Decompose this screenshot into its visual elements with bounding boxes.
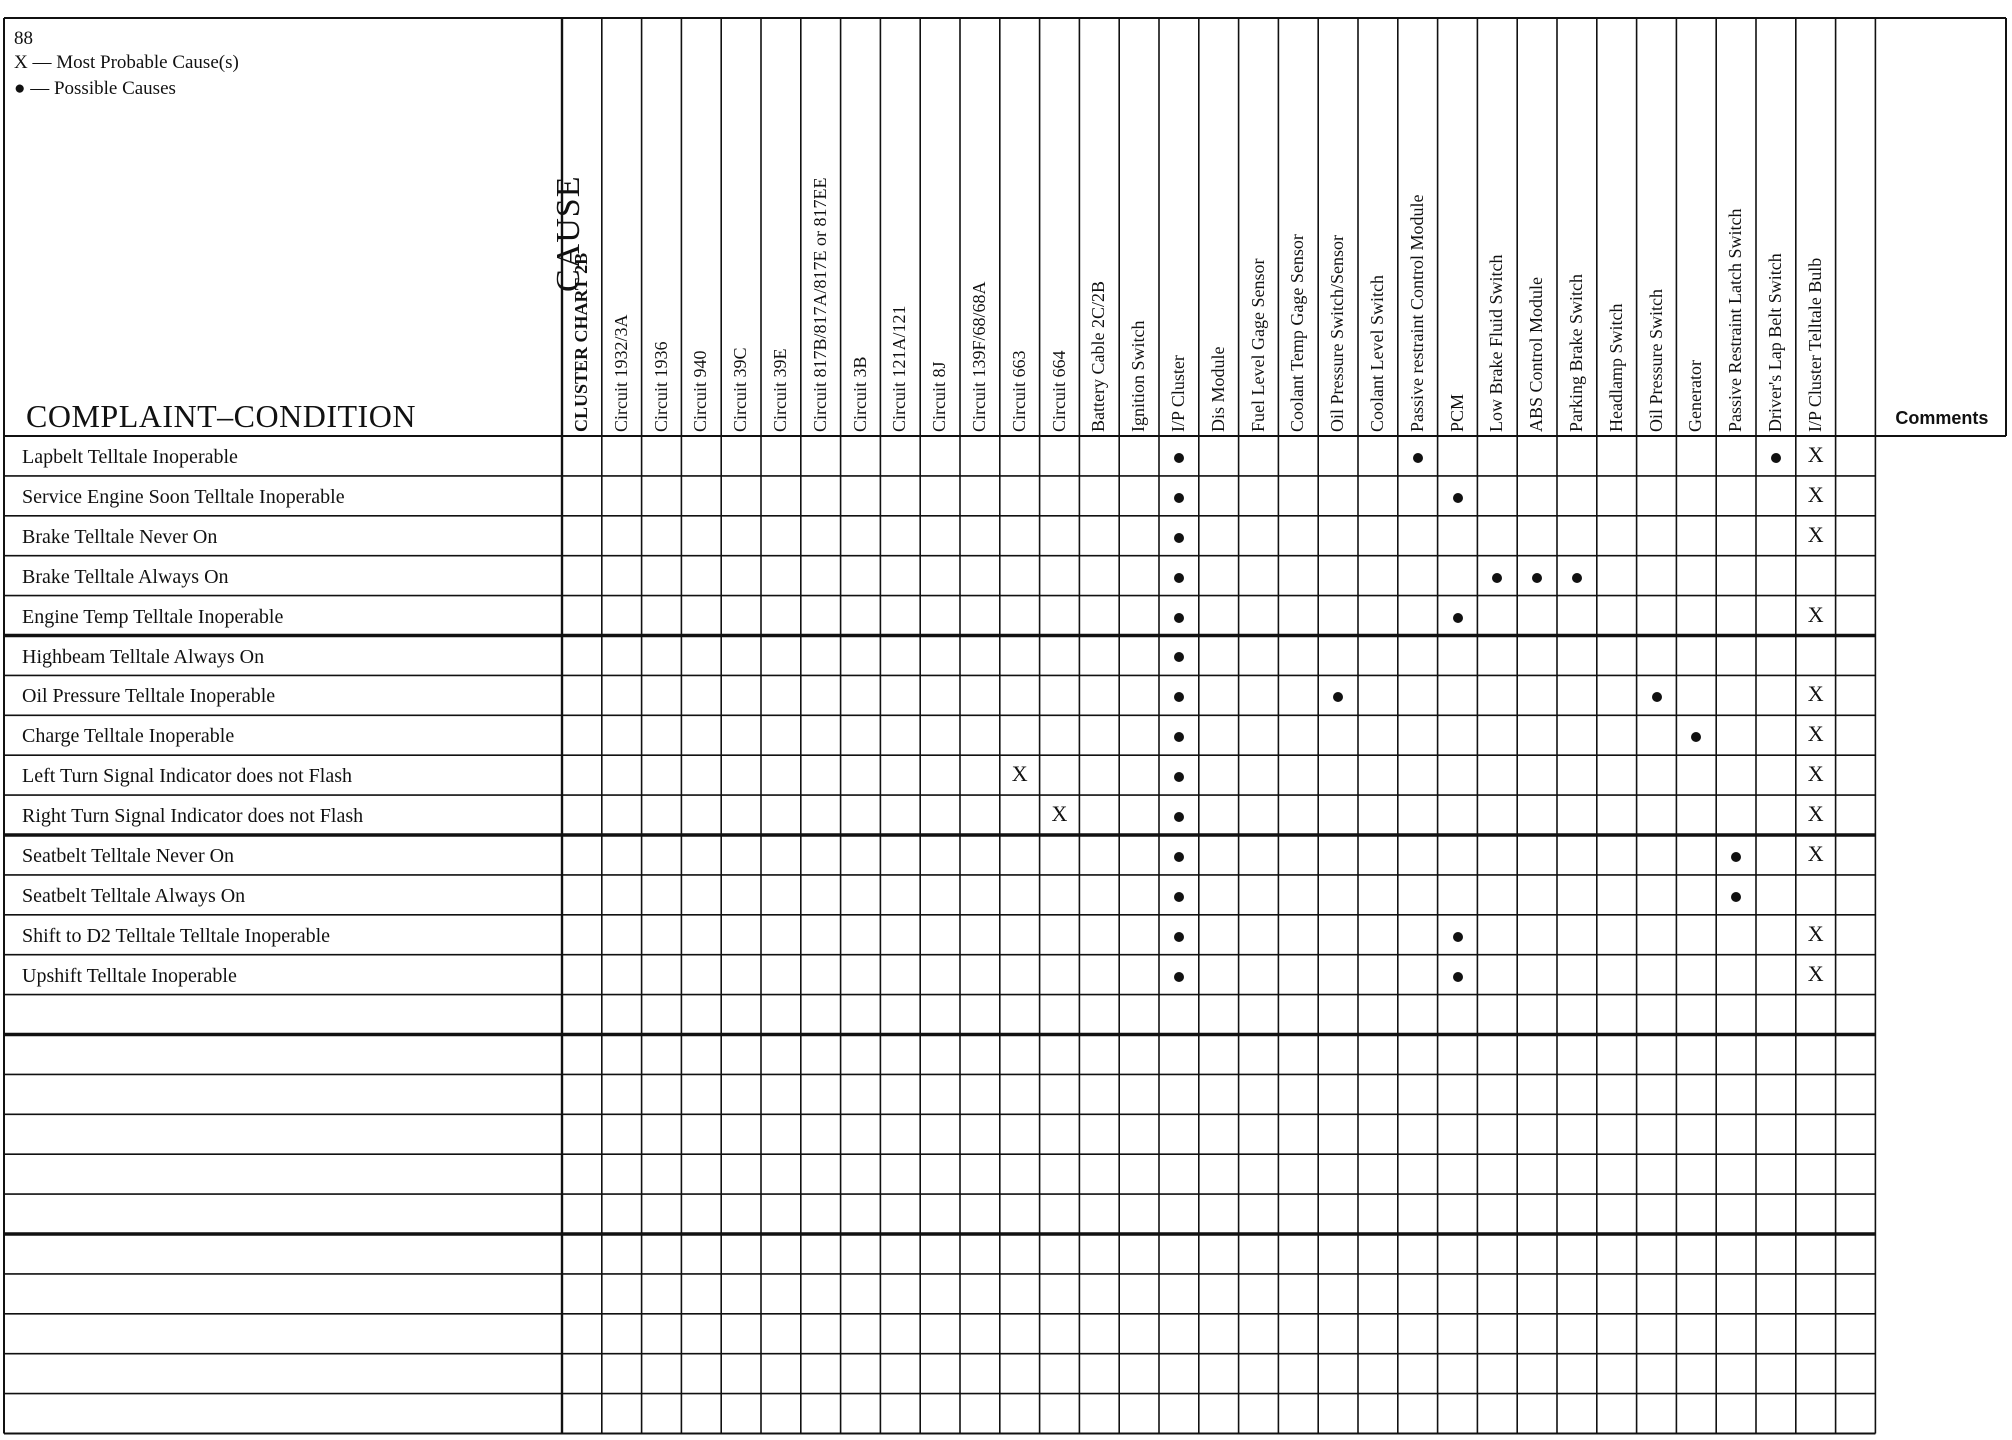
cause-column-header: Passive restraint Control Module (1406, 194, 1427, 432)
possible-cause-dot (1174, 852, 1184, 862)
most-probable-cause-mark: X (1807, 521, 1824, 547)
legend-most-probable: X — Most Probable Cause(s) (14, 52, 239, 73)
complaint-row-label: Seatbelt Telltale Never On (22, 845, 235, 867)
most-probable-cause-mark: X (1807, 920, 1824, 946)
most-probable-cause-mark: X (1807, 840, 1824, 866)
complaint-row-label: Right Turn Signal Indicator does not Flash (22, 805, 364, 828)
possible-cause-dot (1453, 972, 1463, 982)
complaint-row-label: Highbeam Telltale Always On (22, 645, 265, 668)
cause-heading: CAUSE (550, 175, 587, 292)
possible-cause-dot (1413, 453, 1423, 463)
cause-column-header: CLUSTER CHART 2B (571, 252, 591, 432)
cause-column-header: I/P Cluster (1168, 355, 1188, 432)
possible-cause-dot (1453, 613, 1463, 623)
complaint-row-label: Brake Telltale Always On (22, 565, 229, 588)
possible-cause-dot (1731, 852, 1741, 862)
possible-cause-dot (1453, 493, 1463, 503)
cause-column-header: Low Brake Fluid Switch (1486, 254, 1507, 432)
cause-column-header: Circuit 3B (849, 356, 870, 432)
cause-column-header: Circuit 8J (929, 361, 950, 432)
possible-cause-dot (1174, 573, 1184, 583)
possible-cause-dot (1174, 613, 1184, 623)
complaint-row-label: Seatbelt Telltale Always On (22, 884, 246, 907)
complaint-row-label: Upshift Telltale Inoperable (22, 964, 237, 987)
legend-possible: ● — Possible Causes (14, 78, 176, 99)
possible-cause-dot (1492, 573, 1502, 583)
cause-column-header: Circuit 663 (1008, 350, 1029, 432)
most-probable-cause-mark: X (1807, 801, 1824, 827)
complaint-row-label: Brake Telltale Never On (22, 525, 218, 548)
complaint-row-label: Shift to D2 Telltale Telltale Inoperable (22, 924, 331, 947)
complaint-row-label: Oil Pressure Telltale Inoperable (22, 685, 276, 708)
page-number: 88 (14, 28, 33, 49)
cause-column-header: Fuel Level Gage Sensor (1247, 258, 1268, 432)
cause-column-header: Oil Pressure Switch/Sensor (1327, 235, 1348, 432)
complaint-row-label: Service Engine Soon Telltale Inoperable (22, 485, 345, 508)
cause-column-header: Dis Module (1207, 346, 1228, 432)
complaint-condition-heading: COMPLAINT–CONDITION (26, 398, 416, 434)
cause-column-header: Battery Cable 2C/2B (1088, 281, 1109, 432)
cause-column-header: Parking Brake Switch (1566, 274, 1586, 432)
possible-cause-dot (1453, 932, 1463, 942)
cause-column-header: Coolant Temp Gage Sensor (1287, 234, 1308, 432)
cause-column-header: Ignition Switch (1128, 320, 1149, 432)
comments-heading: Comments (1895, 408, 1989, 428)
complaint-row-label: Left Turn Signal Indicator does not Flash (22, 765, 352, 788)
cause-column-header: Circuit 121A/121 (889, 305, 910, 432)
cause-column-header: Circuit 139F/68/68A (969, 281, 989, 432)
possible-cause-dot (1174, 892, 1184, 902)
possible-cause-dot (1771, 453, 1781, 463)
most-probable-cause-mark: X (1807, 441, 1824, 467)
possible-cause-dot (1652, 692, 1662, 702)
most-probable-cause-mark: X (1807, 681, 1824, 707)
cause-column-header: Oil Pressure Switch (1645, 289, 1666, 432)
possible-cause-dot (1532, 573, 1542, 583)
most-probable-cause-mark: X (1011, 761, 1028, 787)
cause-column-header: Circuit 39E (770, 348, 790, 432)
possible-cause-dot (1572, 573, 1582, 583)
possible-cause-dot (1174, 453, 1184, 463)
cause-column-header: ABS Control Module (1526, 276, 1547, 432)
possible-cause-dot (1174, 812, 1184, 822)
complaint-row-label: Lapbelt Telltale Inoperable (22, 446, 238, 468)
cause-column-header: Circuit 817B/817A/817E or 817EE (809, 177, 830, 432)
cause-column-header: PCM (1446, 393, 1467, 432)
complaint-row-label: Charge Telltale Inoperable (22, 725, 235, 748)
cause-column-header: Circuit 1932/3A (610, 314, 631, 432)
cause-column-header: Headlamp Switch (1605, 303, 1626, 432)
possible-cause-dot (1174, 533, 1184, 543)
possible-cause-dot (1174, 772, 1184, 782)
most-probable-cause-mark: X (1807, 601, 1824, 627)
possible-cause-dot (1174, 972, 1184, 982)
most-probable-cause-mark: X (1807, 481, 1824, 507)
cause-column-header: Coolant Level Switch (1367, 275, 1387, 432)
cause-column-header: Passive Restraint Latch Switch (1725, 208, 1746, 432)
cause-column-header: Circuit 940 (690, 350, 711, 432)
cause-column-header: Circuit 664 (1048, 350, 1069, 432)
most-probable-cause-mark: X (1807, 761, 1824, 787)
possible-cause-dot (1174, 493, 1184, 503)
cause-column-header: Circuit 39C (730, 347, 751, 432)
cause-column-header: Generator (1685, 360, 1706, 432)
cause-column-header: I/P Cluster Telltale Bulb (1804, 257, 1825, 432)
possible-cause-dot (1731, 892, 1741, 902)
most-probable-cause-mark: X (1807, 721, 1824, 747)
possible-cause-dot (1174, 932, 1184, 942)
most-probable-cause-mark: X (1807, 960, 1824, 986)
complaint-row-label: Engine Temp Telltale Inoperable (22, 605, 284, 628)
most-probable-cause-mark: X (1051, 801, 1068, 827)
cause-column-header: Circuit 1936 (650, 341, 671, 432)
cause-column-header: Driver's Lap Belt Switch (1765, 253, 1785, 432)
